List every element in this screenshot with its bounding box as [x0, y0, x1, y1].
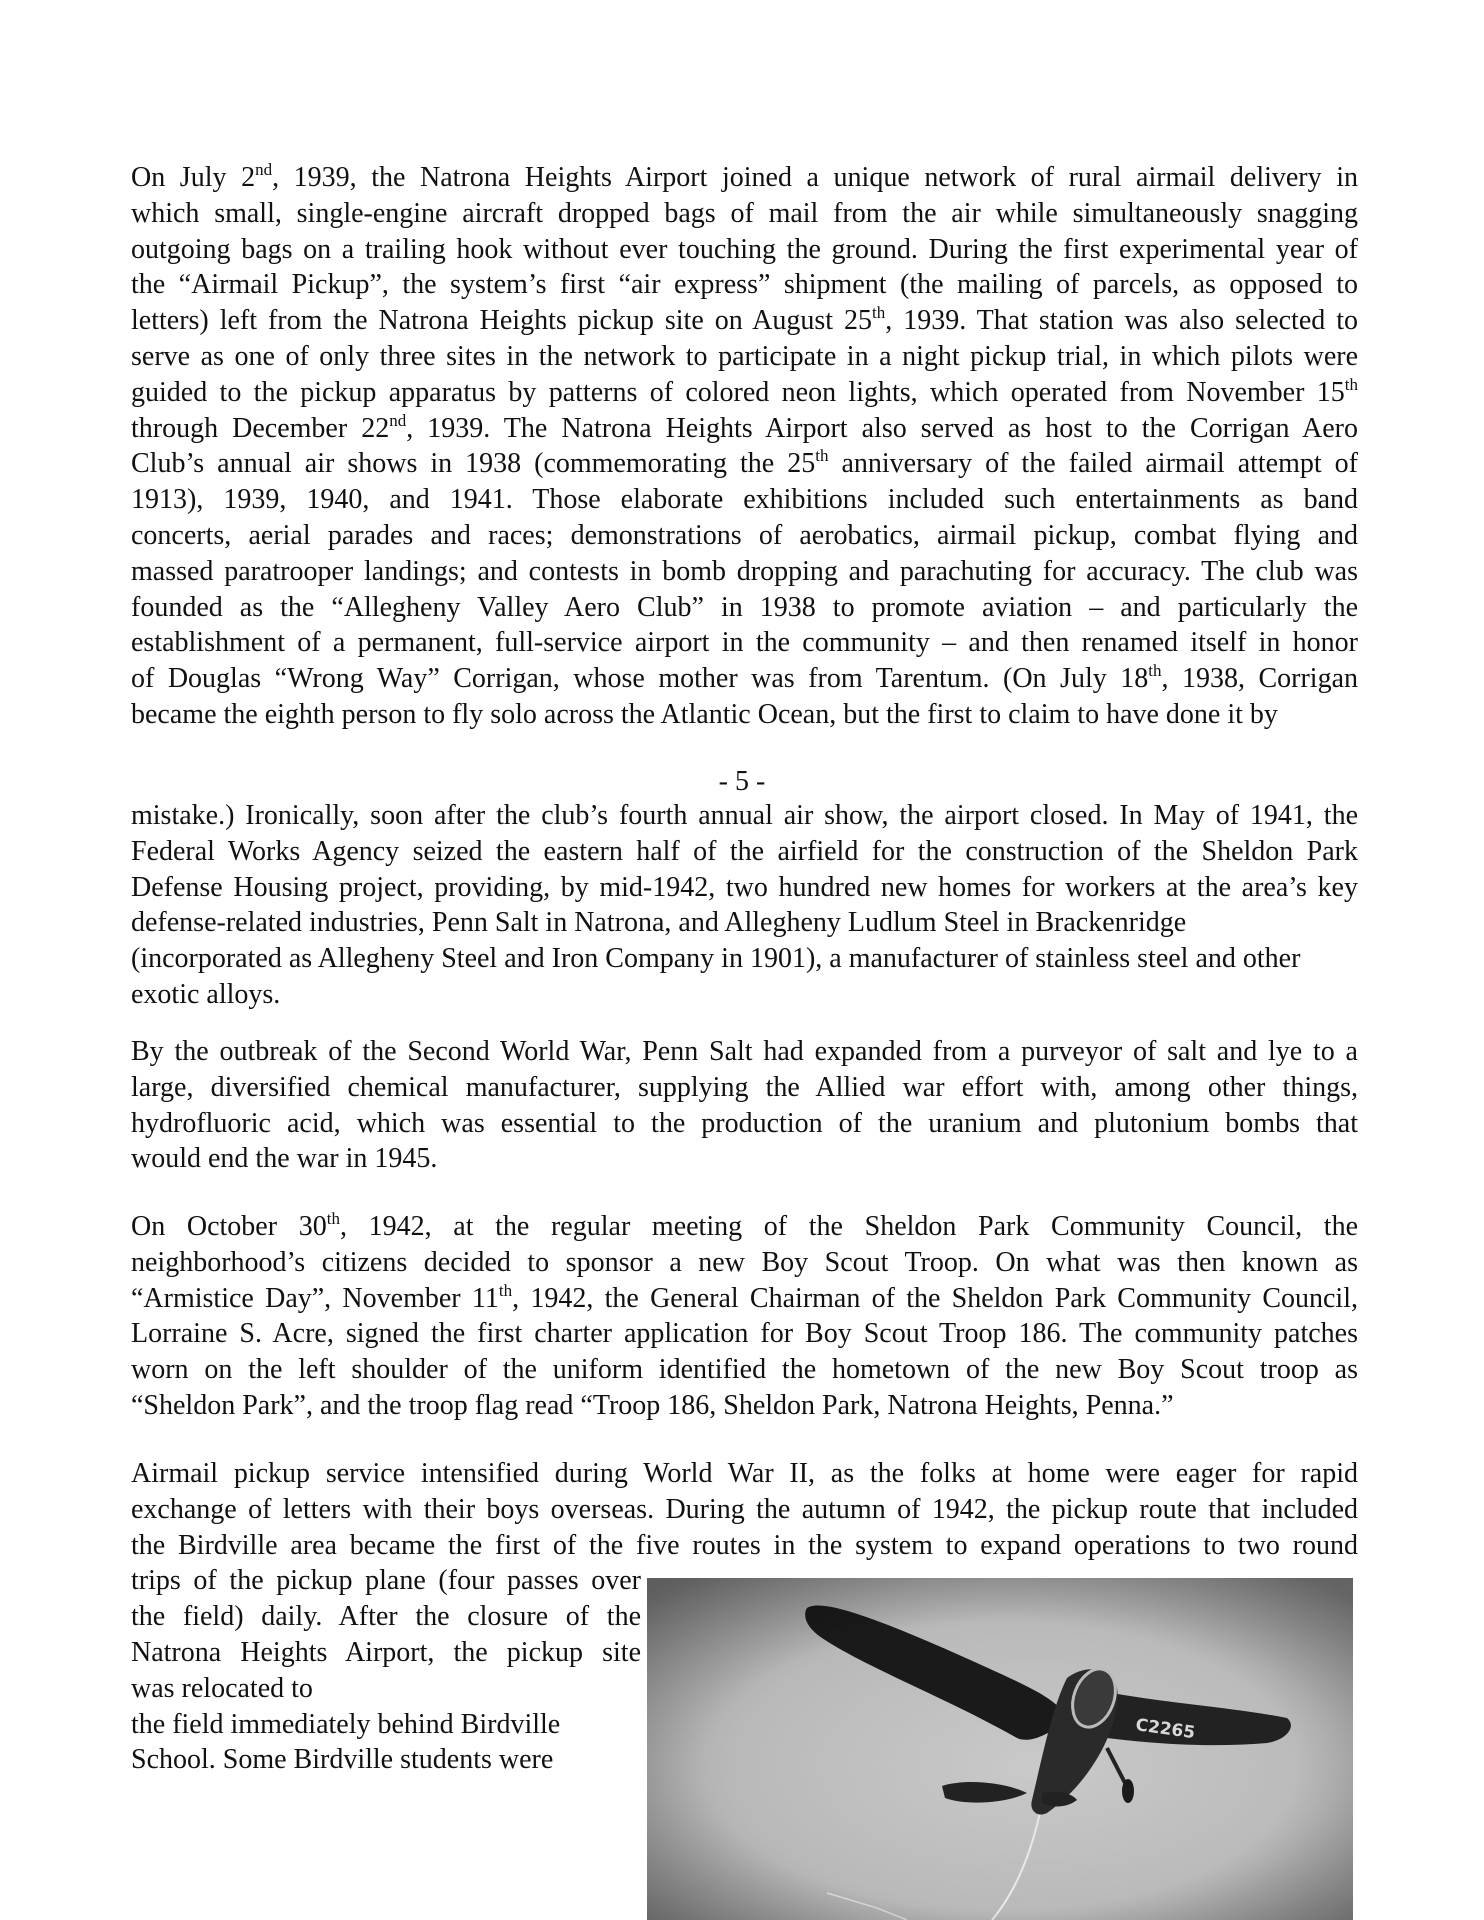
- text-line: establishment of a permanent, full-service airport in the community – and then renamed itself in honor: [131, 627, 1358, 659]
- paragraph-boy-scout-troop: [131, 1209, 1358, 1424]
- text-line: the field) daily. After the closure of the: [131, 1601, 641, 1633]
- text-line: trips of the pickup plane (four passes over: [131, 1565, 641, 1597]
- text-line: exotic alloys.: [131, 978, 281, 1010]
- text-line: became the eighth person to fly solo across the Atlantic Ocean, but the first to claim to have done it by: [131, 698, 1278, 730]
- text-segment: anniversary of the failed airmail attempt of: [828, 448, 1358, 480]
- text-line: founded as the “Allegheny Valley Aero Club” in 1938 to promote aviation – and particularly the: [131, 591, 1358, 623]
- text-line: the field immediately behind Birdville: [131, 1708, 561, 1740]
- text-line: [131, 1281, 1358, 1317]
- text-segment: , 1939, the Natrona Heights Airport joined a unique network of rural airmail delivery in: [272, 162, 1358, 193]
- text-line: [131, 446, 1358, 482]
- text-line: large, diversified chemical manufacturer, supplying the Allied war effort with, among other things,: [131, 1071, 1358, 1103]
- ordinal-suffix: th: [872, 303, 886, 323]
- text-line: serve as one of only three sites in the network to participate in a night pickup trial, in which pilots were: [131, 340, 1358, 372]
- text-segment: On July 2: [131, 162, 256, 193]
- ordinal-suffix: nd: [255, 160, 273, 179]
- text-line: [131, 411, 1358, 447]
- ordinal-suffix: th: [815, 446, 829, 466]
- ordinal-suffix: nd: [389, 410, 407, 430]
- text-segment: through December 22: [131, 412, 390, 444]
- text-line: mistake.) Ironically, soon after the club’s fourth annual air show, the airport closed. In May of 1941, the: [131, 800, 1358, 831]
- text-line: (incorporated as Allegheny Steel and Iron Company in 1901), a manufacturer of stainless steel and other: [131, 943, 1301, 975]
- text-line: was relocated to: [131, 1672, 313, 1704]
- airmail-plane-photo: [647, 1578, 1353, 1920]
- text-segment: , 1939. The Natrona Heights Airport also served as host to the Corrigan Aero: [406, 412, 1358, 444]
- text-line: Airmail pickup service intensified during World War II, as the folks at home were eager for rapid: [131, 1458, 1358, 1489]
- text-line: Lorraine S. Acre, signed the first charter application for Boy Scout Troop 186. The community patches: [131, 1318, 1358, 1350]
- text-line: massed paratrooper landings; and contests in bomb dropping and parachuting for accuracy. The club was: [131, 555, 1358, 587]
- text-segment: On October 30: [131, 1211, 327, 1242]
- text-line: 1913), 1939, 1940, and 1941. Those elaborate exhibitions included such entertainments as band: [131, 484, 1358, 516]
- text-segment: , 1942, at the regular meeting of the Sheldon Park Community Council, the: [339, 1211, 1358, 1242]
- text-line: School. Some Birdville students were: [131, 1744, 554, 1776]
- paragraph-penn-salt: [131, 1034, 1358, 1177]
- page-number: - 5 -: [718, 766, 766, 797]
- text-line: defense-related industries, Penn Salt in Natrona, and Allegheny Ludlum Steel in Brackenridge: [131, 907, 1187, 939]
- text-line: [131, 1209, 1358, 1245]
- text-line: neighborhood’s citizens decided to sponsor a new Boy Scout Troop. On what was then known as: [131, 1246, 1358, 1278]
- text-line: [131, 661, 1358, 697]
- text-line: which small, single-engine aircraft dropped bags of mail from the air while simultaneously snagging: [131, 197, 1358, 229]
- text-line: Federal Works Agency seized the eastern half of the airfield for the construction of the Sheldon Park: [131, 835, 1358, 867]
- text-line: Natrona Heights Airport, the pickup site: [131, 1636, 641, 1668]
- airplane-icon: [647, 1578, 1353, 1920]
- text-line: concerts, aerial parades and races; demonstrations of aerobatics, airmail pickup, combat flying and: [131, 519, 1358, 551]
- ordinal-suffix: th: [1148, 661, 1162, 681]
- text-line: [131, 375, 1358, 411]
- text-segment: Club’s annual air shows in 1938 (commemorating the 25: [131, 448, 816, 480]
- text-line: hydrofluoric acid, which was essential to the production of the uranium and plutonium bombs that: [131, 1107, 1358, 1139]
- text-line: the “Airmail Pickup”, the system’s first “air express” shipment (the mailing of parcels, as opposed to: [131, 269, 1358, 301]
- text-segment: of Douglas “Wrong Way” Corrigan, whose mother was from Tarentum. (On July 18: [131, 663, 1149, 695]
- text-line: [131, 160, 1358, 196]
- text-segment: , 1938, Corrigan: [1161, 663, 1358, 695]
- paragraph-airport-history: [131, 160, 1358, 733]
- text-line: would end the war in 1945.: [131, 1143, 438, 1175]
- text-line: exchange of letters with their boys overseas. During the autumn of 1942, the pickup route that included: [131, 1493, 1358, 1525]
- text-line: “Sheldon Park”, and the troop flag read “Troop 186, Sheldon Park, Natrona Heights, Penna.”: [131, 1389, 1174, 1421]
- text-segment: “Armistice Day”, November 11: [131, 1282, 499, 1314]
- text-segment: , 1942, the General Chairman of the Sheldon Park Community Council,: [512, 1282, 1358, 1314]
- text-line: the Birdville area became the first of the five routes in the system to expand operations to two round: [131, 1529, 1358, 1561]
- text-segment: letters) left from the Natrona Heights pickup site on August 25: [131, 305, 872, 337]
- ordinal-suffix: th: [326, 1209, 340, 1228]
- text-line: Defense Housing project, providing, by mid-1942, two hundred new homes for workers at the area’s key: [131, 871, 1358, 903]
- ordinal-suffix: th: [1344, 374, 1358, 394]
- text-line: worn on the left shoulder of the uniform identified the hometown of the new Boy Scout troop as: [131, 1354, 1358, 1386]
- text-line: [131, 303, 1358, 339]
- text-line: By the outbreak of the Second World War, Penn Salt had expanded from a purveyor of salt and lye to a: [131, 1036, 1358, 1067]
- paragraph-airport-closure: [131, 798, 1358, 1013]
- text-line: outgoing bags on a trailing hook without ever touching the ground. During the first experimental year of: [131, 233, 1358, 265]
- text-segment: guided to the pickup apparatus by patterns of colored neon lights, which operated from November 15: [131, 376, 1345, 408]
- text-segment: , 1939. That station was also selected to: [885, 305, 1358, 337]
- ordinal-suffix: th: [498, 1280, 513, 1300]
